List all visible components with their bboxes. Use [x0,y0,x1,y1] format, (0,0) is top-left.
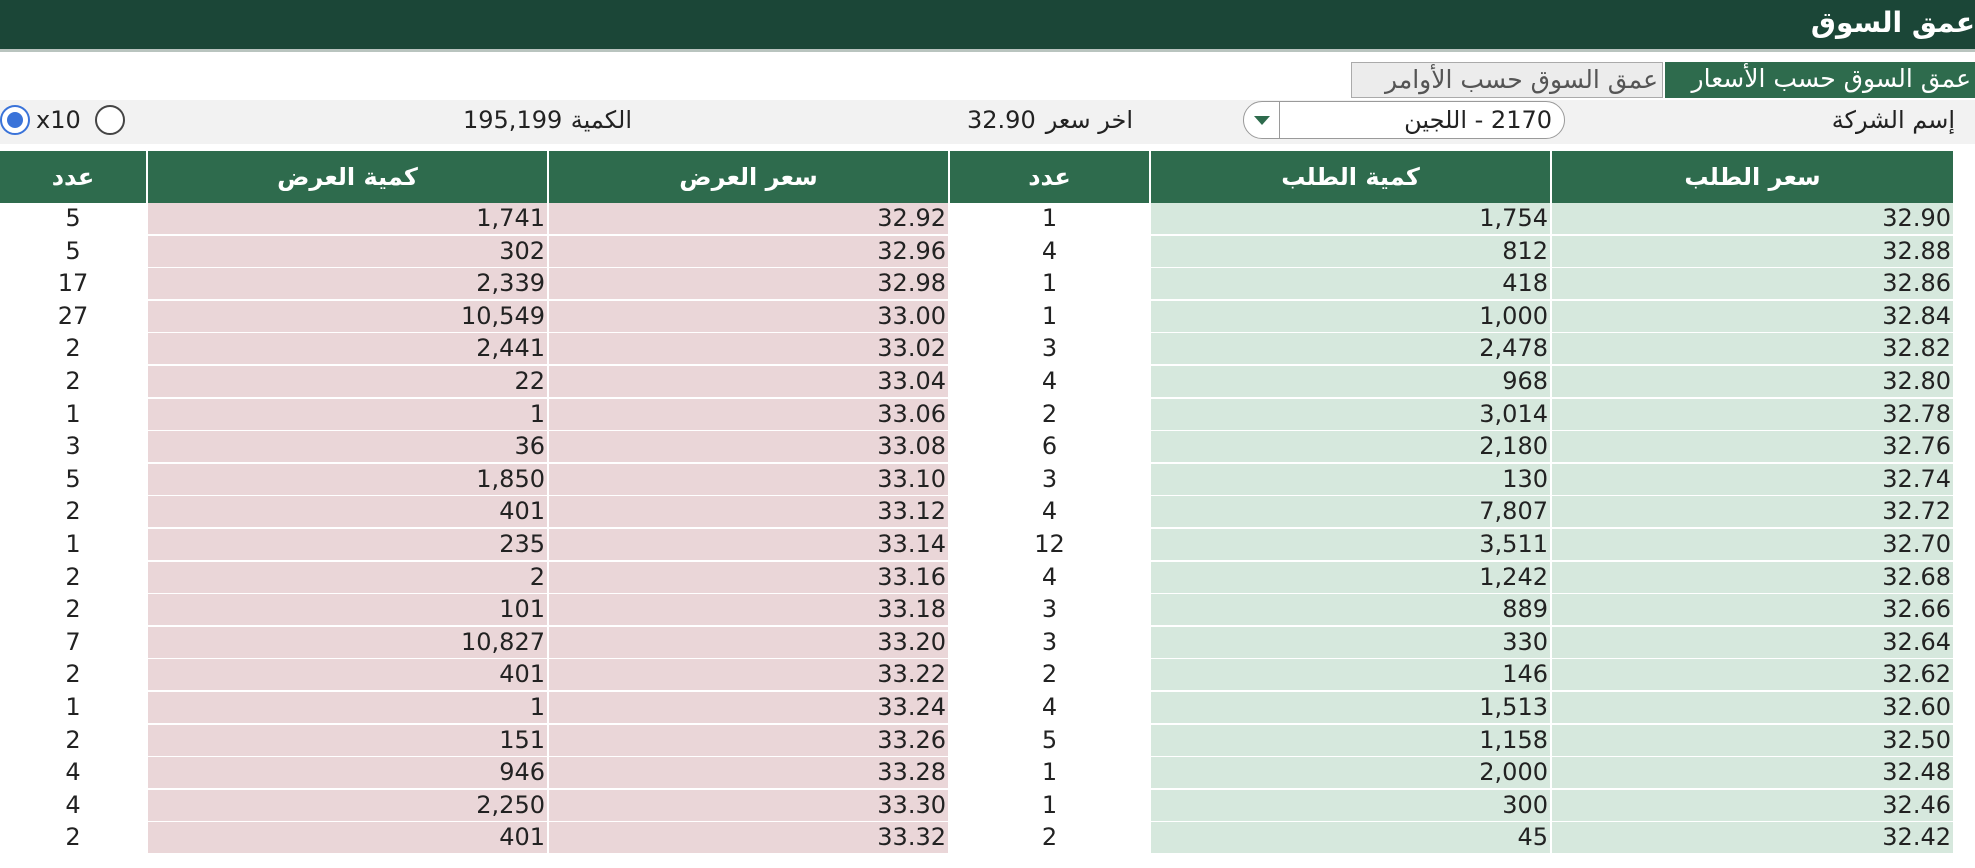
ask-price-cell: 32.96 [549,236,948,267]
bid-quantity-cell: 889 [1151,594,1550,625]
bid-price-cell: 32.88 [1552,236,1953,267]
bid-quantity-cell: 300 [1151,790,1550,821]
bid-quantity-cell: 2,478 [1151,333,1550,364]
ask-count-cell: 2 [65,660,81,688]
ask-count-cell: 4 [65,791,81,819]
ask-price-cell: 33.10 [549,464,948,495]
bid-quantity-cell: 968 [1151,366,1550,397]
bid-quantity-cell: 45 [1151,822,1550,853]
ask-quantity-cell: 22 [148,366,547,397]
company-select-value: 2170 - اللجين [1404,106,1552,134]
ask-count-cell: 5 [65,237,81,265]
bid-quantity-cell: 1,513 [1151,692,1550,723]
bid-quantity-cell: 1,000 [1151,301,1550,332]
ask-count-cell: 2 [65,367,81,395]
bid-price-cell: 32.48 [1552,757,1953,788]
bid-quantity-cell: 146 [1151,659,1550,690]
ask-price-cell: 33.04 [549,366,948,397]
bid-quantity-cell: 2,180 [1151,431,1550,462]
ask-price-cell: 33.00 [549,301,948,332]
ask-quantity-cell: 2,441 [148,333,547,364]
bid-count-cell: 2 [1041,823,1058,851]
header-ask-count: عدد [0,151,146,203]
bid-count-cell: 2 [1041,400,1058,428]
ask-quantity-cell: 235 [148,529,547,560]
bid-quantity-cell: 2,000 [1151,757,1550,788]
ask-price-cell: 33.14 [549,529,948,560]
ask-count-cell: 2 [65,595,81,623]
ask-count-cell: 4 [65,758,81,786]
ask-price-cell: 33.32 [549,822,948,853]
bid-price-cell: 32.76 [1552,431,1953,462]
bid-count-cell: 4 [1041,367,1058,395]
ask-price-cell: 33.20 [549,627,948,658]
header-ask-quantity: كمية العرض [148,151,547,203]
ask-quantity-cell: 946 [148,757,547,788]
ask-quantity-cell: 151 [148,725,547,756]
bid-count-cell: 6 [1041,432,1058,460]
ask-quantity-cell: 2,339 [148,268,547,299]
bid-quantity-cell: 3,014 [1151,399,1550,430]
bid-count-cell: 1 [1041,302,1058,330]
ask-price-cell: 33.28 [549,757,948,788]
ask-count-cell: 7 [65,628,81,656]
ask-quantity-cell: 101 [148,594,547,625]
bid-quantity-cell: 7,807 [1151,496,1550,527]
bid-count-cell: 1 [1041,758,1058,786]
bid-count-cell: 4 [1041,237,1058,265]
bid-price-cell: 32.68 [1552,562,1953,593]
ask-price-cell: 33.08 [549,431,948,462]
bid-quantity-cell: 418 [1151,268,1550,299]
bid-price-cell: 32.42 [1552,822,1953,853]
bid-count-cell: 12 [1034,530,1065,558]
ask-count-cell: 1 [65,530,81,558]
bid-count-cell: 4 [1041,563,1058,591]
bid-count-cell: 3 [1041,628,1058,656]
controls-bar [0,100,1975,144]
bid-price-cell: 32.74 [1552,464,1953,495]
bid-price-cell: 32.60 [1552,692,1953,723]
multiplier-label: x10 [36,106,81,134]
bid-price-cell: 32.84 [1552,301,1953,332]
ask-count-cell: 2 [65,563,81,591]
ask-price-cell: 33.02 [549,333,948,364]
header-ask-price: سعر العرض [549,151,948,203]
ask-quantity-cell: 401 [148,496,547,527]
bid-count-cell: 1 [1041,791,1058,819]
ask-quantity-cell: 302 [148,236,547,267]
ask-quantity-cell: 2,250 [148,790,547,821]
ask-price-cell: 33.30 [549,790,948,821]
bid-price-cell: 32.70 [1552,529,1953,560]
page-title: عمق السوق [1810,6,1975,39]
ask-count-cell: 1 [65,400,81,428]
ask-price-cell: 32.92 [549,203,948,234]
ask-quantity-cell: 1 [148,692,547,723]
radio-unit-option[interactable] [95,105,125,135]
bid-quantity-cell: 1,242 [1151,562,1550,593]
bid-count-cell: 3 [1041,465,1058,493]
bid-count-cell: 1 [1041,204,1058,232]
ask-count-cell: 1 [65,693,81,721]
bid-price-cell: 32.66 [1552,594,1953,625]
bid-count-cell: 1 [1041,269,1058,297]
bid-price-cell: 32.46 [1552,790,1953,821]
bid-count-cell: 2 [1041,660,1058,688]
bid-quantity-cell: 130 [1151,464,1550,495]
bid-price-cell: 32.50 [1552,725,1953,756]
ask-count-cell: 17 [57,269,89,297]
ask-quantity-cell: 10,549 [148,301,547,332]
chevron-down-icon[interactable] [1244,102,1280,138]
bid-price-cell: 32.90 [1552,203,1953,234]
ask-count-cell: 27 [57,302,89,330]
bid-count-cell: 3 [1041,595,1058,623]
ask-quantity-cell: 36 [148,431,547,462]
bid-quantity-cell: 3,511 [1151,529,1550,560]
bid-price-cell: 32.62 [1552,659,1953,690]
ask-quantity-cell: 1,850 [148,464,547,495]
ask-count-cell: 5 [65,204,81,232]
bid-price-cell: 32.78 [1552,399,1953,430]
ask-price-cell: 33.12 [549,496,948,527]
ask-count-cell: 2 [65,726,81,754]
bid-price-cell: 32.82 [1552,333,1953,364]
bid-count-cell: 3 [1041,334,1058,362]
ask-price-cell: 33.26 [549,725,948,756]
ask-count-cell: 3 [65,432,81,460]
header-bid-price: سعر الطلب [1552,151,1953,203]
bid-price-cell: 32.64 [1552,627,1953,658]
bid-price-cell: 32.80 [1552,366,1953,397]
ask-count-cell: 2 [65,334,81,362]
bid-count-cell: 4 [1041,497,1058,525]
bid-count-cell: 5 [1041,726,1058,754]
bid-quantity-cell: 1,158 [1151,725,1550,756]
last-price-value: 32.90 [967,106,1036,134]
tab-bar [0,62,1975,98]
tab-depth-by-orders[interactable]: عمق السوق حسب الأوامر [1351,62,1663,98]
header-bid-count: عدد [950,151,1149,203]
ask-quantity-cell: 1,741 [148,203,547,234]
tab-depth-by-price[interactable]: عمق السوق حسب الأسعار [1665,62,1975,98]
bid-price-cell: 32.72 [1552,496,1953,527]
header-bid-quantity: كمية الطلب [1151,151,1550,203]
ask-quantity-cell: 401 [148,659,547,690]
title-bar [0,0,1975,52]
bid-quantity-cell: 1,754 [1151,203,1550,234]
ask-price-cell: 33.24 [549,692,948,723]
quantity-label: الكمية [570,106,632,134]
ask-quantity-cell: 401 [148,822,547,853]
ask-quantity-cell: 1 [148,399,547,430]
bid-price-cell: 32.86 [1552,268,1953,299]
ask-price-cell: 33.06 [549,399,948,430]
ask-count-cell: 5 [65,465,81,493]
ask-price-cell: 33.18 [549,594,948,625]
ask-quantity-cell: 2 [148,562,547,593]
ask-count-cell: 2 [65,823,81,851]
radio-x10-option[interactable] [0,105,30,135]
ask-count-cell: 2 [65,497,81,525]
quantity-value: 195,199 [463,106,563,134]
bid-quantity-cell: 330 [1151,627,1550,658]
ask-price-cell: 33.16 [549,562,948,593]
bid-count-cell: 4 [1041,693,1058,721]
ask-quantity-cell: 10,827 [148,627,547,658]
company-label: إسم الشركة [1831,106,1955,134]
bid-quantity-cell: 812 [1151,236,1550,267]
company-select[interactable] [1243,101,1565,139]
ask-price-cell: 33.22 [549,659,948,690]
last-price-label: اخر سعر [1045,106,1133,134]
ask-price-cell: 32.98 [549,268,948,299]
